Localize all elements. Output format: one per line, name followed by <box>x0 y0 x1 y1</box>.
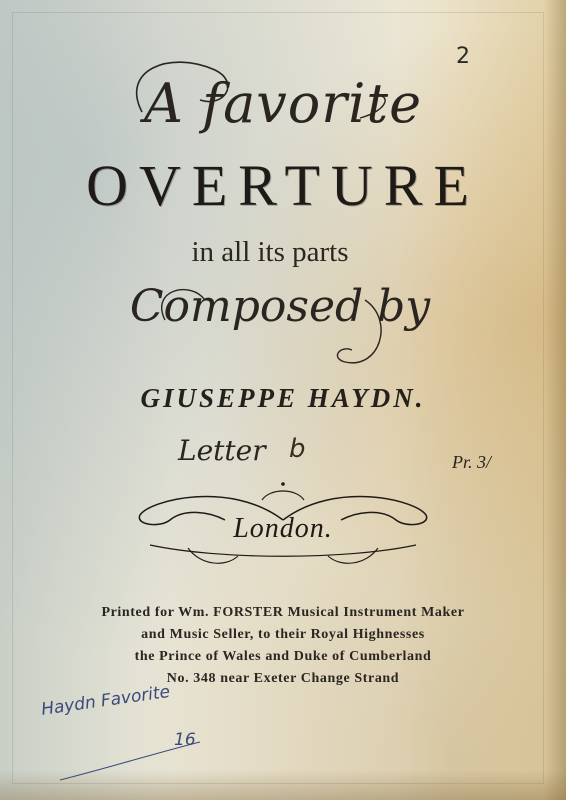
title-parts: in all its parts <box>191 236 349 268</box>
composer-name: GIUSEPPE HAYDN. <box>140 383 426 413</box>
imprint-line: the Prince of Wales and Duke of Cumberland <box>134 649 432 664</box>
place-london: London. <box>233 513 333 544</box>
price-label: Pr. 3/ <box>452 452 492 472</box>
london-flourish-top <box>262 491 304 500</box>
letter-label: Letter <box>178 434 266 467</box>
handwritten-number: 16 <box>174 730 196 750</box>
composed-by-label: Composed by <box>129 281 431 332</box>
london-flourish-low-left <box>188 548 238 563</box>
letter-mark: b <box>289 434 306 464</box>
london-flourish-low-right <box>328 548 378 563</box>
title-overture: OVERTURE <box>86 153 480 218</box>
page-number-annotation: 2 <box>456 44 470 69</box>
handwritten-note: Haydn Favorite <box>40 681 172 720</box>
title-favorite: A favorite <box>143 72 423 135</box>
imprint-line: No. 348 near Exeter Change Strand <box>166 671 400 686</box>
imprint-line: and Music Seller, to their Royal Highnesses <box>141 627 425 642</box>
london-dot <box>281 482 285 486</box>
imprint-line: Printed for Wm. FORSTER Musical Instrument Maker <box>101 605 465 620</box>
